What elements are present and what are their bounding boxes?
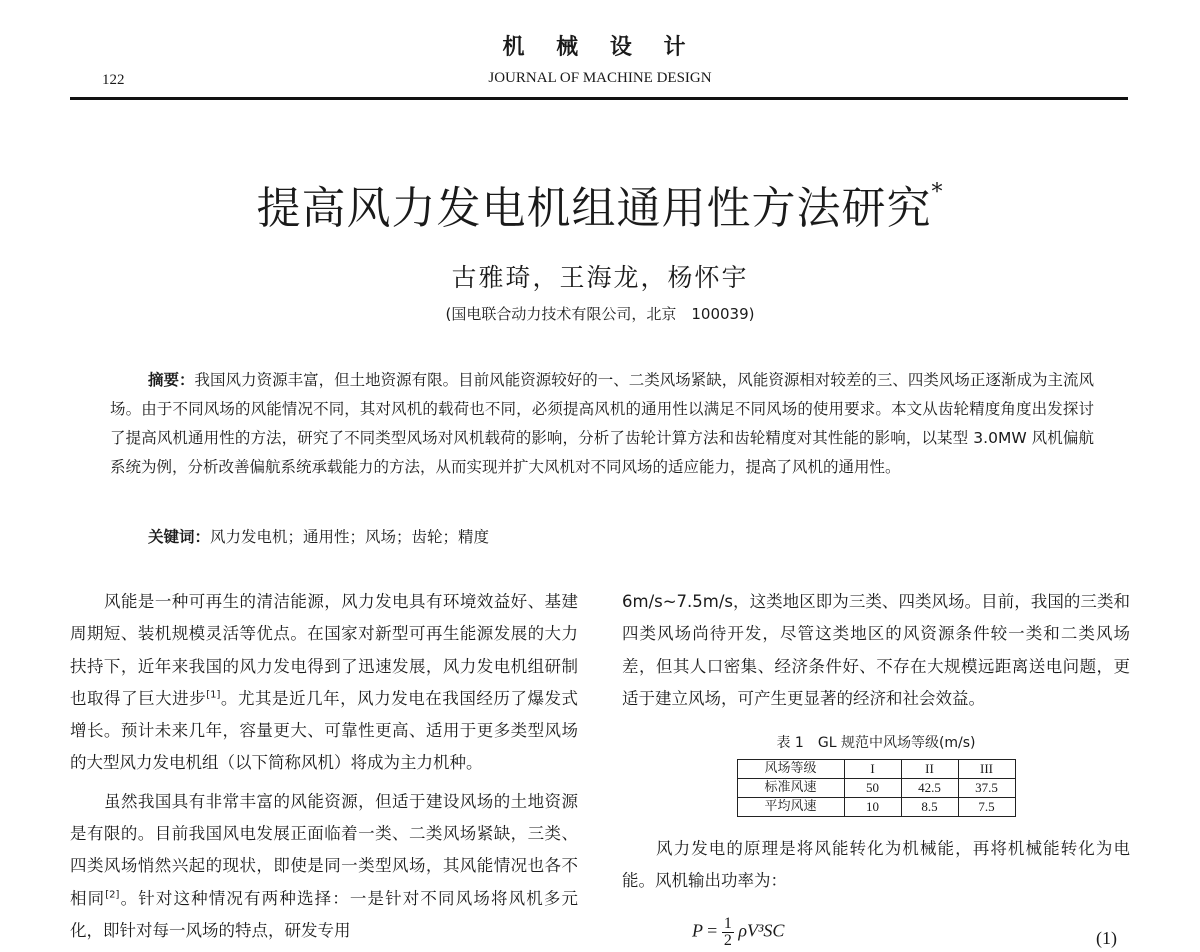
table-caption: 表 1 GL 规范中风场等级(m/s) — [776, 735, 976, 752]
paragraph — [70, 786, 578, 947]
table-cell: III — [958, 760, 1015, 779]
left-column — [70, 586, 578, 947]
keywords — [148, 525, 489, 547]
formula-lhs: P — [692, 920, 703, 941]
table-cell: 10 — [844, 798, 901, 817]
authors: 古雅琦，王海龙，杨怀宇 — [451, 263, 749, 292]
table-cell: 7.5 — [958, 798, 1015, 817]
paragraph-text: 风能是一种可再生的清洁能源，风力发电具有环境效益好、基建周期短、装机规模灵活等优点。在国家对新型可再生能源发展的大力扶持下，近年来我国的风力发电得到了迅速发展，风力发电机组研制也取得了巨大进步 — [70, 592, 578, 708]
header-rule — [70, 97, 1128, 100]
table-cell: 标准风速 — [737, 779, 844, 798]
right-column — [622, 586, 1130, 898]
fraction-numerator: 1 — [723, 915, 732, 932]
citation: [2] — [105, 889, 120, 901]
abstract-text: 我国风力资源丰富，但土地资源有限。目前风能资源较好的一、二类风场紧缺，风能资源相对较差的三、四类风场正逐渐成为主流风场。由于不同风场的风能情况不同，其对风机的载荷也不同，必须提高风机的通用性以满足不同风场的使用要求。本文从齿轮精度角度出发探讨了提高风机通用性的方法，研究了不同类型风场对风机载荷的影响，分析了齿轮计算方法和齿轮精度对其性能的影响，以某型 3.0MW 风机偏航系统为例，分析改善偏航系统承载能力的方法，从而实现并扩大风机对不同风场的适应能力，提高了风机的通用性。 — [110, 371, 1094, 476]
journal-title-cn: 机 械 设 计 — [502, 35, 698, 60]
power-formula — [692, 916, 784, 949]
formula-rhs: ρV³SC — [738, 920, 785, 941]
journal-title-en: JOURNAL OF MACHINE DESIGN — [488, 70, 712, 86]
keywords-label: 关键词： — [148, 528, 211, 546]
paragraph: 风力发电的原理是将风能转化为机械能，再将机械能转化为电能。风机输出功率为： — [622, 839, 1130, 891]
paragraph-text: 。尤其是近几年，风力发电在我国经历了爆发式增长。预计未来几年，容量更大、可靠性更高、适用于更多类型风场的大型风力发电机组（以下简称风机）将成为主力机种。 — [70, 688, 579, 773]
formula-eq: = — [707, 920, 718, 941]
wind-class-table — [737, 759, 1016, 817]
abstract — [110, 366, 1094, 482]
table-cell: 37.5 — [958, 779, 1015, 798]
abstract-label: 摘要： — [148, 371, 195, 389]
table-cell: 42.5 — [901, 779, 958, 798]
table-cell: 风场等级 — [737, 760, 844, 779]
paragraph-text: 虽然我国具有非常丰富的风能资源，但适于建设风场的土地资源是有限的。目前我国风电发展正面临着一类、二类风场紧缺，三类、四类风场悄然兴起的现状，即使是同一类型风场，其风能情况也各不相同 — [70, 791, 578, 908]
affiliation: (国电联合动力技术有限公司，北京 100039) — [445, 305, 755, 323]
keywords-text: 风力发电机；通用性；风场；齿轮；精度 — [210, 528, 490, 546]
formula-fraction — [722, 916, 734, 949]
article-title-text: 提高风力发电机组通用性方法研究 — [256, 183, 932, 234]
table-cell: 平均风速 — [737, 798, 844, 817]
paragraph — [70, 586, 578, 780]
table-cell: 50 — [844, 779, 901, 798]
table-row — [737, 798, 1015, 817]
page-number: 122 — [102, 72, 125, 88]
fraction-denominator: 2 — [723, 932, 732, 949]
citation: [1] — [206, 689, 221, 701]
table-row — [737, 779, 1015, 798]
table-cell: 8.5 — [901, 798, 958, 817]
table-cell: I — [844, 760, 901, 779]
paragraph-text: 。针对这种情况有两种选择：一是针对不同风场将风机多元化，即针对每一风场的特点，研发专用 — [70, 888, 579, 940]
title-footnote-mark: * — [931, 180, 944, 206]
equation-number: (1) — [1096, 928, 1117, 948]
paragraph: 6m/s~7.5m/s，这类地区即为三类、四类风场。目前，我国的三类和四类风场尚待开发，尽管这类地区的风资源条件较一类和二类风场差，但其人口密集、经济条件好、不存在大规模远距离送电问题，更适于建立风场，可产生更显著的经济和社会效益。 — [622, 592, 1130, 708]
table-header-row — [737, 760, 1015, 779]
article-title — [0, 172, 1200, 236]
table-cell: II — [901, 760, 958, 779]
